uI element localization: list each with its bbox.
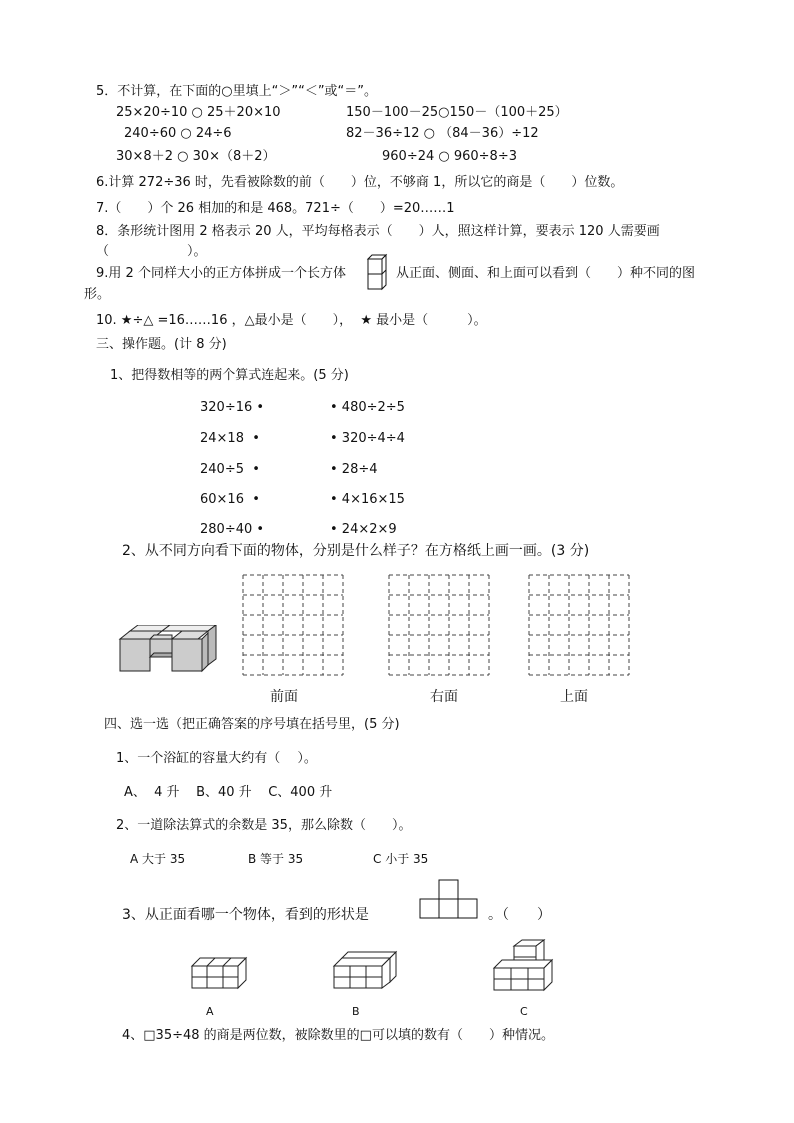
section4-title: 四、选一选（把正确答案的序号填在括号里，(5 分) [104, 717, 400, 732]
s4-q3-text: 3、从正面看哪一个物体，看到的形状是 [122, 907, 369, 923]
q8-line2: （ ）。 [96, 244, 207, 259]
s4-q2-option-c: C 小于 35 [373, 852, 429, 866]
match-right-4[interactable]: • 4×16×15 [330, 492, 405, 507]
match-left-5[interactable]: 280÷40 • [200, 522, 265, 537]
view-label-top: 上面 [560, 689, 588, 705]
option-c-label: C [520, 1005, 528, 1018]
option-a-label: A [206, 1005, 214, 1018]
q5-row1-right: 150－100－25○150－（100＋25） [346, 105, 568, 120]
match-right-1[interactable]: • 480÷2÷5 [330, 400, 405, 415]
view-label-front: 前面 [270, 689, 298, 705]
target-shape-figure [418, 878, 480, 920]
match-left-1[interactable]: 320÷16 • [200, 400, 265, 415]
section3-title: 三、操作题。(计 8 分) [96, 337, 227, 352]
cuboid-icon [366, 253, 388, 291]
option-a-figure [188, 950, 252, 990]
s3-p1: 1、把得数相等的两个算式连起来。(5 分) [110, 368, 349, 383]
q7: 7.（ ）个 26 相加的和是 468。721÷（ ）=20……1 [96, 201, 455, 216]
q5-row3-right: 960÷24 ○ 960÷8÷3 [382, 149, 517, 164]
q9-line3: 形。 [84, 287, 111, 302]
view-label-right: 右面 [430, 689, 458, 705]
match-left-3[interactable]: 240÷5 • [200, 462, 260, 477]
q8-line1: 8．条形统计图用 2 格表示 20 人，平均每格表示（ ）人，照这样计算，要表示 120 人需要画 [96, 224, 660, 239]
grid-right[interactable] [387, 573, 491, 677]
s4-q2-option-a: A 大于 35 [130, 852, 186, 866]
option-b-figure [330, 950, 398, 990]
q5-row1-left: 25×20÷10 ○ 25＋20×10 [116, 105, 281, 120]
s3-p2: 2、从不同方向看下面的物体，分别是什么样子？在方格纸上画一画。(3 分) [122, 543, 590, 559]
option-b-label: B [352, 1005, 360, 1018]
q10: 10. ★÷△ =16……16 ，△最小是（ ）， ★ 最小是（ ）。 [96, 313, 487, 328]
match-left-2[interactable]: 24×18 • [200, 431, 260, 446]
s4-q1-options: A、 4 升 B、40 升 C、400 升 [124, 785, 333, 800]
q5-row3-left: 30×8＋2 ○ 30×（8＋2） [116, 149, 276, 164]
q5-title: 5．不计算，在下面的○里填上“＞”“＜”或“＝”。 [96, 84, 378, 99]
match-right-2[interactable]: • 320÷4÷4 [330, 431, 405, 446]
option-c-figure [490, 938, 556, 992]
s4-q2-option-b: B 等于 35 [248, 852, 304, 866]
match-right-3[interactable]: • 28÷4 [330, 462, 378, 477]
q5-row2-right: 82－36÷12 ○ （84－36）÷12 [346, 126, 539, 141]
match-right-5[interactable]: • 24×2×9 [330, 522, 397, 537]
match-left-4[interactable]: 60×16 • [200, 492, 260, 507]
s4-q2: 2、一道除法算式的余数是 35，那么除数（ ）。 [116, 818, 412, 833]
q9-line1: 9.用 2 个同样大小的正方体拼成一个长方体 [96, 266, 346, 281]
q5-row2-left: 240÷60 ○ 24÷6 [124, 126, 232, 141]
grid-top[interactable] [527, 573, 631, 677]
q9-line2: 从正面、侧面、和上面可以看到（ ）种不同的图 [396, 266, 696, 281]
block-object-figure [116, 625, 222, 675]
s4-q4: 4、□35÷48 的商是两位数，被除数里的□可以填的数有（ ）种情况。 [122, 1028, 554, 1043]
s4-q3-blank: 。（ ） [488, 907, 551, 923]
grid-front[interactable] [241, 573, 345, 677]
s4-q1: 1、一个浴缸的容量大约有（ ）。 [116, 751, 317, 766]
q6: 6.计算 272÷36 时，先看被除数的前（ ）位，不够商 1，所以它的商是（ ）位数。 [96, 175, 624, 190]
